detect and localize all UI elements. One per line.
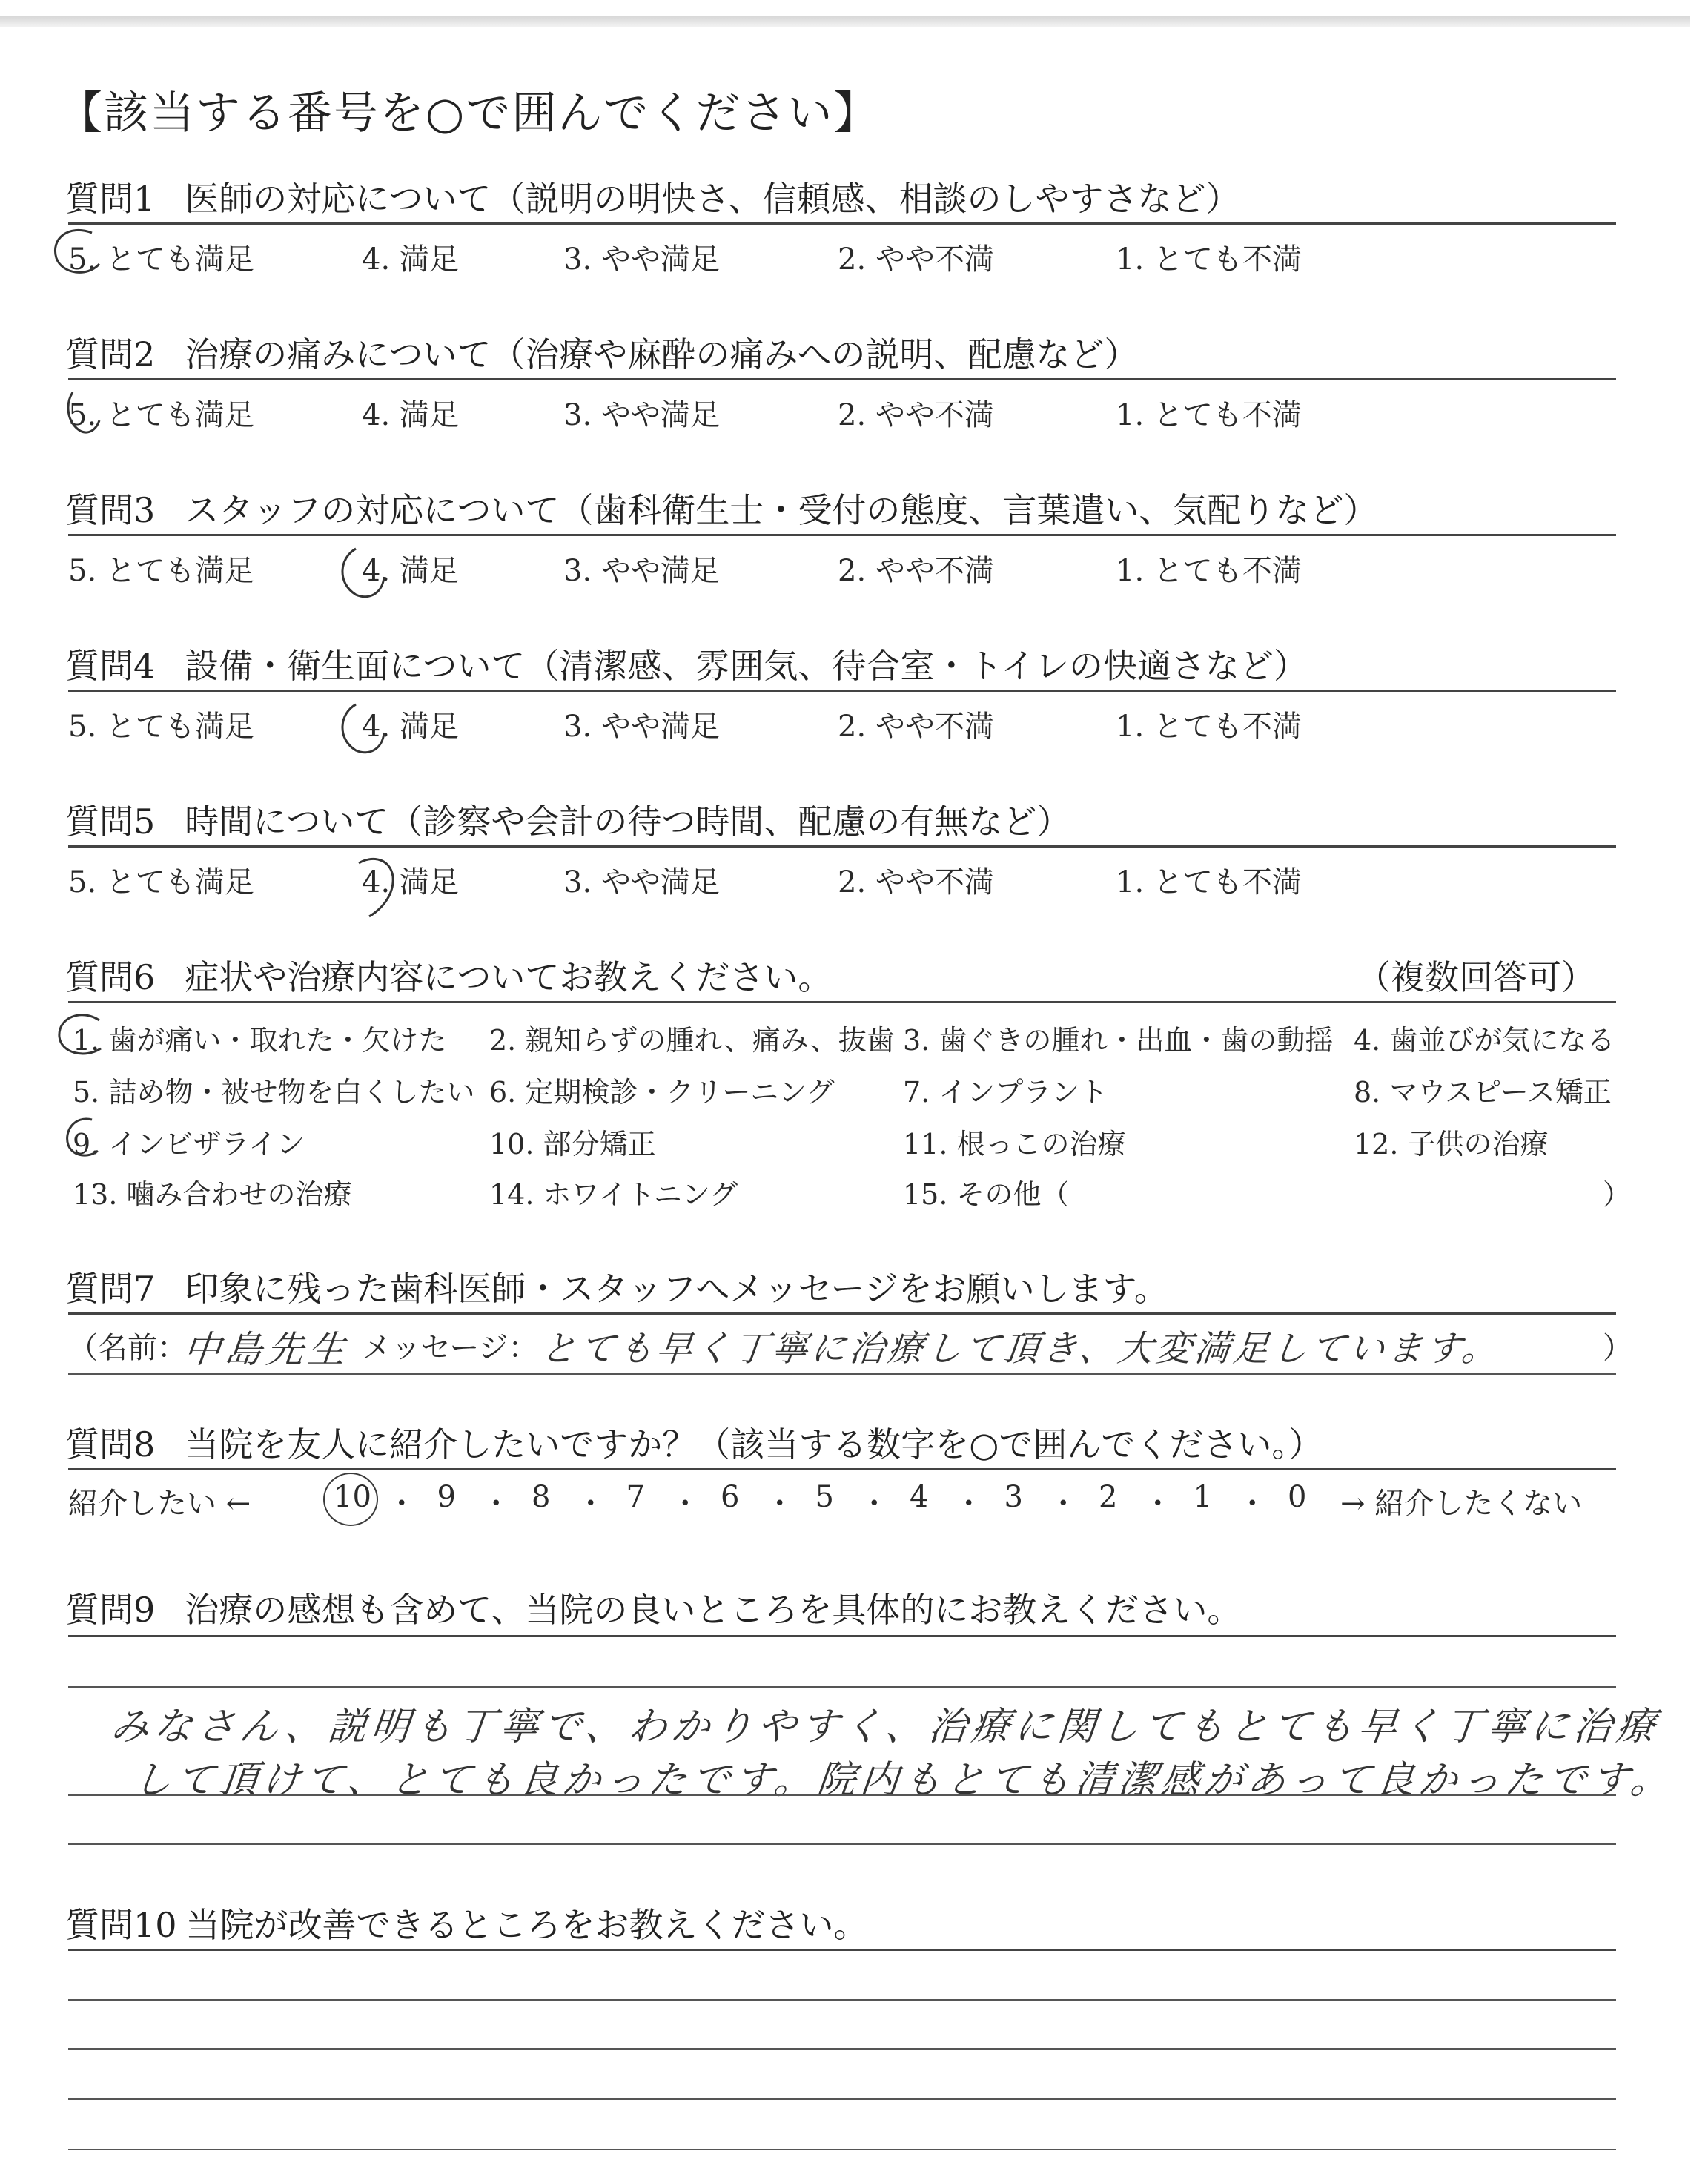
q5-option-5[interactable]: 5. とても満足 — [68, 865, 254, 899]
q5-option-2[interactable]: 2. やや不満 — [838, 865, 994, 899]
q1-option-1[interactable]: 1. とても不満 — [1116, 242, 1302, 277]
question-4-title — [65, 639, 1308, 688]
q2-option-4[interactable]: 4. 満足 — [362, 398, 459, 432]
q9-answer-line-3 — [68, 1843, 1616, 1845]
q8-scale-separator: ・ — [1048, 1487, 1079, 1521]
question-6-rule — [68, 1001, 1616, 1003]
question-1-text: 医師の対応について（説明の明快さ、信頼感、相談のしやすさなど） — [185, 179, 1240, 219]
q4-option-5[interactable]: 5. とても満足 — [68, 710, 254, 744]
q5-option-1[interactable]: 1. とても不満 — [1116, 865, 1302, 899]
q3-option-1[interactable]: 1. とても不満 — [1116, 554, 1302, 588]
question-8-rule — [68, 1468, 1616, 1470]
q8-scale-separator: ・ — [1237, 1487, 1268, 1521]
q8-scale-value[interactable]: 1 — [1193, 1480, 1212, 1514]
q1-option-5[interactable]: 5. とても満足 — [68, 242, 254, 277]
question-7-number: 質問7 — [65, 1269, 156, 1309]
q10-answer-line-2[interactable] — [68, 2048, 1616, 2050]
q6-item-6[interactable]: 6. 定期検診・クリーニング — [489, 1076, 835, 1109]
q3-option-2[interactable]: 2. やや不満 — [838, 554, 994, 588]
question-2-rule — [68, 378, 1616, 380]
question-6-title — [65, 951, 832, 1000]
q1-option-3[interactable]: 3. やや満足 — [563, 242, 720, 277]
question-9-text: 治療の感想も含めて、当院の良いところを具体的にお教えください。 — [185, 1590, 1242, 1630]
question-3-number: 質問3 — [65, 490, 156, 530]
question-5-text: 時間について（診察や会計の待つ時間、配慮の有無など） — [185, 802, 1071, 842]
question-9-title — [65, 1583, 1241, 1632]
q8-scale-value[interactable]: 5 — [815, 1480, 834, 1514]
q6-item-15-close: ） — [1603, 1178, 1632, 1211]
q9-answer-text-2[interactable]: して頂けて、とても良かったです。院内もとても清潔感があって良かったです。 — [130, 1758, 1676, 1803]
q7-name-label: （名前： — [68, 1331, 187, 1365]
q6-item-12[interactable]: 12. 子供の治療 — [1354, 1128, 1549, 1160]
question-6-number: 質問6 — [65, 957, 156, 997]
q7-message-label: メッセージ： — [362, 1331, 538, 1365]
q8-scale-separator: ・ — [670, 1487, 701, 1521]
q1-option-2[interactable]: 2. やや不満 — [838, 242, 994, 277]
q6-item-14[interactable]: 14. ホワイトニング — [489, 1178, 738, 1211]
question-5-title — [65, 795, 1070, 844]
q6-item-7[interactable]: 7. インプラント — [903, 1076, 1108, 1109]
scan-edge — [0, 16, 1690, 27]
question-1-number: 質問1 — [65, 179, 156, 219]
q4-option-3[interactable]: 3. やや満足 — [563, 710, 720, 744]
question-2-number: 質問2 — [65, 334, 156, 374]
question-2-text: 治療の痛みについて（治療や麻酔の痛みへの説明、配慮など） — [185, 334, 1139, 374]
q8-scale-separator: ・ — [859, 1487, 890, 1521]
q10-answer-line-1[interactable] — [68, 1999, 1616, 2001]
question-3-text: スタッフの対応について（歯科衛生士・受付の態度、言葉遣い、気配りなど） — [185, 490, 1378, 530]
question-8-text: 当院を友人に紹介したいですか？（該当する数字を○で囲んでください。） — [185, 1424, 1323, 1464]
question-4-number: 質問4 — [65, 646, 156, 686]
q6-item-2[interactable]: 2. 親知らずの腫れ、痛み、抜歯 — [489, 1024, 895, 1057]
question-9-rule — [68, 1635, 1616, 1637]
q2-option-3[interactable]: 3. やや満足 — [563, 398, 720, 432]
question-1-rule — [68, 222, 1616, 225]
q5-option-4[interactable]: 4. 満足 — [362, 865, 459, 899]
q6-item-13[interactable]: 13. 噛み合わせの治療 — [73, 1178, 352, 1211]
q6-item-3[interactable]: 3. 歯ぐきの腫れ・出血・歯の動揺 — [903, 1024, 1334, 1057]
q4-option-1[interactable]: 1. とても不満 — [1116, 710, 1302, 744]
q7-message-value[interactable]: とても早く丁寧に治療して頂き、大変満足しています。 — [538, 1328, 1503, 1370]
page-title: 【該当する番号を○で囲んでください】 — [58, 87, 880, 139]
question-3-title — [65, 483, 1377, 532]
question-5-number: 質問5 — [65, 802, 156, 842]
question-4-text: 設備・衛生面について（清潔感、雰囲気、待合室・トイレの快適さなど） — [185, 646, 1308, 686]
q9-answer-text-1[interactable]: みなさん、説明も丁寧で、わかりやすく、治療に関してもとても早く丁寧に治療 — [108, 1705, 1662, 1749]
q7-name-value[interactable]: 中島先生 — [181, 1328, 352, 1371]
q7-close-paren: ） — [1603, 1331, 1632, 1365]
q9-answer-line-1 — [68, 1686, 1616, 1688]
question-2-title — [65, 328, 1138, 377]
q3-option-4[interactable]: 4. 満足 — [362, 554, 459, 588]
q6-item-15[interactable]: 15. その他（ — [903, 1178, 1070, 1211]
q8-scale-separator: ・ — [1142, 1487, 1173, 1521]
q6-item-10[interactable]: 10. 部分矯正 — [489, 1128, 656, 1160]
question-1-title — [65, 172, 1240, 221]
q8-left-label: 紹介したい ← — [68, 1487, 251, 1521]
q8-right-label: → 紹介したくない — [1340, 1487, 1583, 1521]
q8-scale-separator: ・ — [764, 1487, 795, 1521]
q8-scale-value[interactable]: 9 — [437, 1480, 456, 1514]
question-8-title — [65, 1418, 1323, 1467]
question-10-rule — [68, 1949, 1616, 1951]
q8-scale-value[interactable]: 7 — [626, 1480, 645, 1514]
question-6-text: 症状や治療内容についてお教えください。 — [185, 957, 833, 997]
q2-option-1[interactable]: 1. とても不満 — [1116, 398, 1302, 432]
q8-scale-separator: ・ — [575, 1487, 606, 1521]
q6-item-9[interactable]: 9. インビザライン — [73, 1128, 305, 1160]
question-5-rule — [68, 845, 1616, 848]
question-10-number: 質問10 — [65, 1905, 177, 1945]
q8-scale-separator: ・ — [481, 1487, 512, 1521]
question-7-rule — [68, 1312, 1616, 1315]
q8-scale-value[interactable]: 6 — [721, 1480, 740, 1514]
question-10-text: 当院が改善できるところをお教えください。 — [185, 1905, 868, 1945]
q2-option-2[interactable]: 2. やや不満 — [838, 398, 994, 432]
q4-option-4[interactable]: 4. 満足 — [362, 710, 459, 744]
q8-scale-separator: ・ — [953, 1487, 984, 1521]
q8-scale-value[interactable]: 4 — [910, 1480, 929, 1514]
q6-item-5[interactable]: 5. 詰め物・被せ物を白くしたい — [73, 1076, 475, 1109]
q10-answer-line-3[interactable] — [68, 2098, 1616, 2100]
q3-option-5[interactable]: 5. とても満足 — [68, 554, 254, 588]
question-9-number: 質問9 — [65, 1590, 156, 1630]
q6-item-1[interactable]: 1. 歯が痛い・取れた・欠けた — [73, 1024, 447, 1057]
q9-answer-line-2 — [68, 1794, 1616, 1796]
q7-answer-rule — [68, 1373, 1616, 1375]
q8-scale-value[interactable]: 3 — [1004, 1480, 1023, 1514]
q6-item-8[interactable]: 8. マウスピース矯正 — [1354, 1076, 1612, 1109]
q6-item-11[interactable]: 11. 根っこの治療 — [903, 1128, 1126, 1160]
question-7-title — [65, 1262, 1168, 1311]
question-3-rule — [68, 534, 1616, 536]
q4-option-2[interactable]: 2. やや不満 — [838, 710, 994, 744]
q1-option-4[interactable]: 4. 満足 — [362, 242, 459, 277]
q8-scale-separator: ・ — [386, 1487, 417, 1521]
question-8-number: 質問8 — [65, 1424, 156, 1464]
question-10-title — [65, 1898, 868, 1947]
q8-scale-value[interactable]: 0 — [1288, 1480, 1307, 1514]
q10-answer-line-4[interactable] — [68, 2149, 1616, 2150]
q8-scale-value[interactable]: 2 — [1099, 1480, 1118, 1514]
q8-scale-value[interactable]: 8 — [532, 1480, 551, 1514]
question-6-note: （複数回答可） — [1357, 957, 1595, 997]
q3-option-3[interactable]: 3. やや満足 — [563, 554, 720, 588]
question-7-text: 印象に残った歯科医師・スタッフへメッセージをお願いします。 — [185, 1269, 1168, 1309]
q8-scale-value[interactable]: 10 — [334, 1480, 371, 1514]
q6-item-4[interactable]: 4. 歯並びが気になる — [1354, 1024, 1615, 1057]
q5-option-3[interactable]: 3. やや満足 — [563, 865, 720, 899]
q2-option-5[interactable]: 5. とても満足 — [68, 398, 254, 432]
question-4-rule — [68, 690, 1616, 692]
